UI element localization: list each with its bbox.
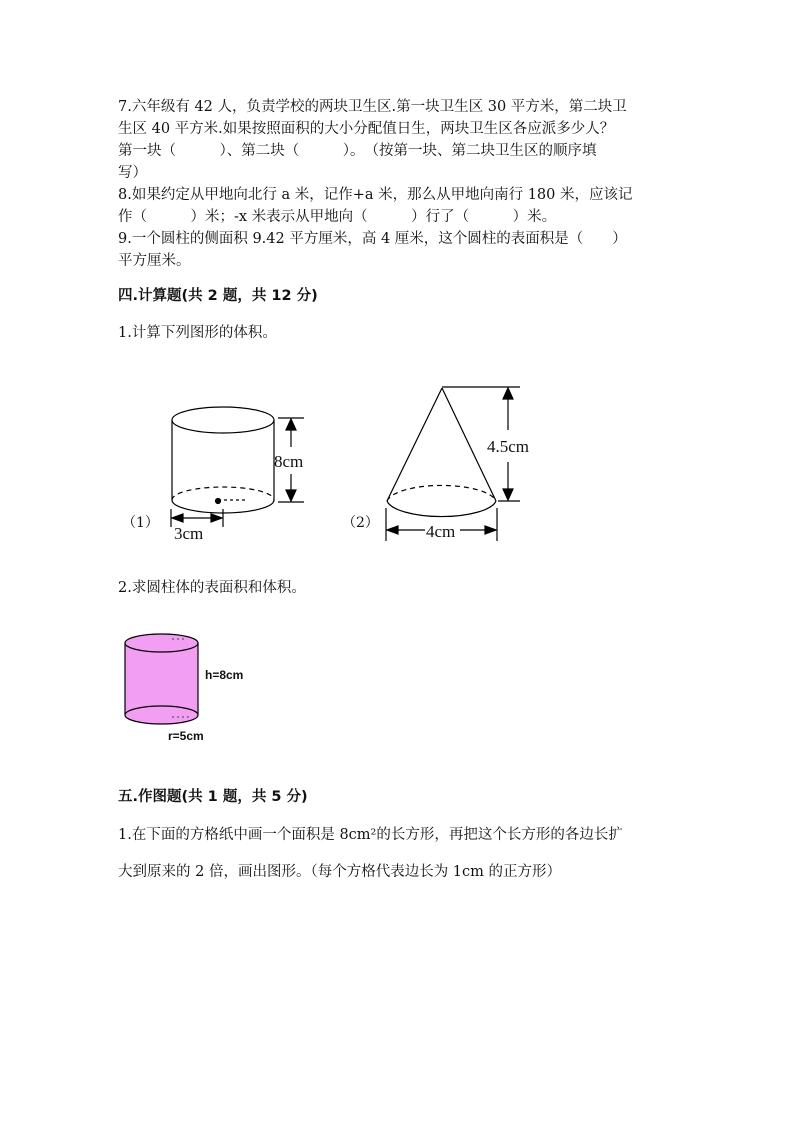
section-5-question-1-line-1: 1.在下面的方格纸中画一个面积是 8cm²的长方形，再把这个长方形的各边长扩 [118,827,623,843]
figure-2-tag: （2） [342,515,379,531]
section-4-question-1: 1.计算下列图形的体积。 [118,325,277,341]
q7-line-3: 第一块（ ）、第二块（ ）。 （按第一块、第二块卫生区的顺序填 [118,143,597,159]
cone-figure [386,387,520,541]
figure-1-tag: （1） [122,515,159,531]
figure-2-height-label: 4.5cm [487,437,530,456]
section-5-question-1-line-2: 大到原来的 2 倍，画出图形。（每个方格代表边长为 1cm 的正方形） [118,864,562,880]
q9-line-2: 平方厘米。 [118,253,191,269]
figure-3-height-label: h=8cm [205,668,244,682]
q8-line-1: 8.如果约定从甲地向北行 a 米，记作+a 米，那么从甲地向南行 180 米，应该记 [118,187,633,203]
q7-line-1: 7.六年级有 42 人，负责学校的两块卫生区.第一块卫生区 30 平方米，第二块卫 [118,99,627,115]
figure-2-diameter-label: 4cm [426,522,456,541]
pink-cylinder-figure [125,634,198,724]
q9-line-1: 9.一个圆柱的侧面积 9.42 平方厘米，高 4 厘米，这个圆柱的表面积是（ ） [118,231,627,247]
figure-1-height-label: 8cm [274,452,304,471]
q7-line-4: 写） [118,165,147,181]
section-5-heading: 五.作图题(共 1 题，共 5 分) [118,789,308,805]
section-4-heading: 四.计算题(共 2 题，共 12 分) [118,288,318,304]
figure-1-radius-label: 3cm [174,524,204,543]
figure-3-radius-label: r=5cm [168,729,204,743]
section-4-question-2: 2.求圆柱体的表面积和体积。 [118,580,306,596]
q7-line-2: 生区 40 平方米.如果按照面积的大小分配值日生，两块卫生区各应派多少人？ [118,121,615,137]
q8-line-2: 作（ ）米；-x 米表示从甲地向（ ）行了（ ）米。 [118,209,557,225]
